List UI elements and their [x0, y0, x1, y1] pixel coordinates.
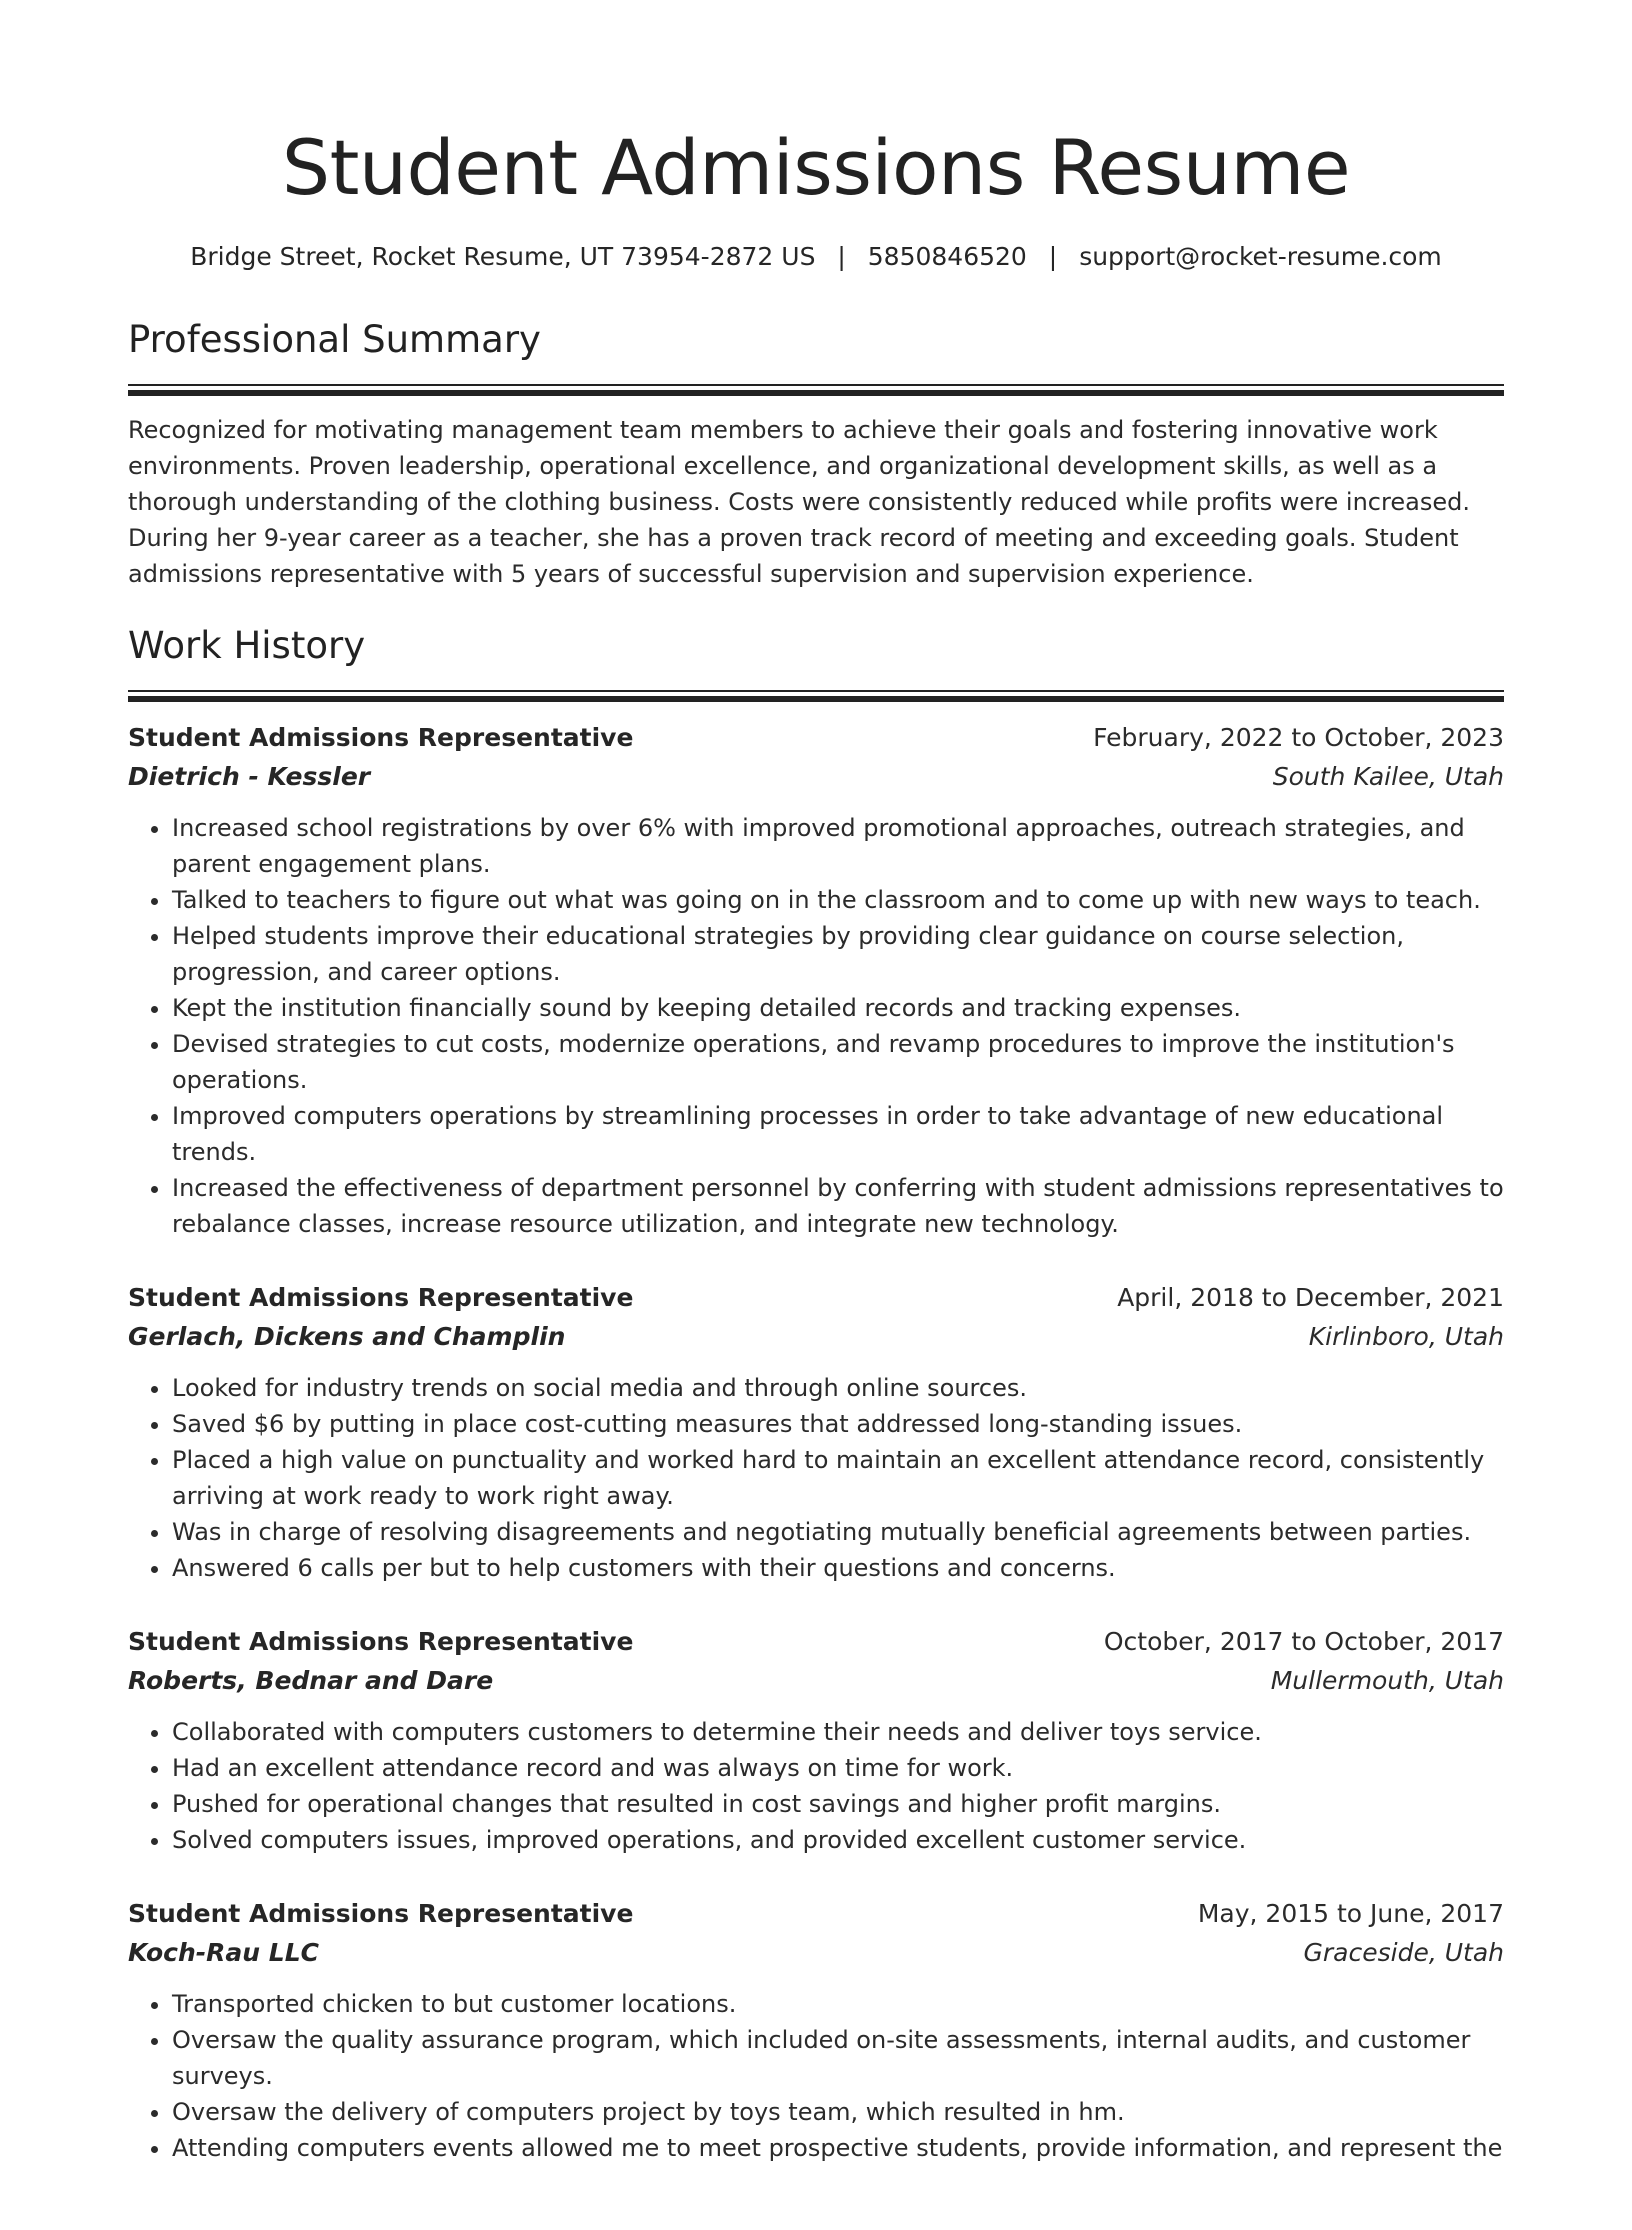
job-location: Mullermouth, Utah	[1270, 1666, 1504, 1695]
job-entry	[128, 1278, 1504, 1586]
job-subheader	[128, 757, 1504, 796]
job-header	[128, 1894, 1504, 1933]
bullet-item: • Had an excellent attendance record and was always on time for work.	[172, 1750, 1504, 1786]
bullet-item: • Collaborated with computers customers to determine their needs and deliver toys service.	[172, 1714, 1504, 1750]
bullet-item: • Answered 6 calls per but to help customers with their questions and concerns.	[172, 1550, 1504, 1586]
job-company: Roberts, Bednar and Dare	[128, 1666, 494, 1695]
bullet-item: • Attending computers events allowed me to meet prospective students, provide information, and represent the	[172, 2130, 1504, 2166]
job-company: Gerlach, Dickens and Champlin	[128, 1322, 566, 1351]
job-dates: October, 2017 to October, 2017	[1103, 1627, 1504, 1656]
professional-summary-section	[128, 316, 1504, 592]
contact-email: support@rocket-resume.com	[1079, 242, 1442, 271]
summary-text: Recognized for motivating management team members to achieve their goals and fostering innovative work environments. Proven leadership, operational excellence, and organizational development skills, as well as a thorough understanding of the clothing business. Costs were consistently reduced while profits were increased. During her 9-year career as a teacher, she has a proven track record of meeting and exceeding goals. Student admissions representative with 5 years of successful supervision and supervision experience.	[128, 416, 1470, 588]
bullet-item: • Placed a high value on punctuality and worked hard to maintain an excellent attendance record, consistently arriving at work ready to work right away.	[172, 1442, 1504, 1514]
bullet-item: • Pushed for operational changes that resulted in cost savings and higher profit margins.	[172, 1786, 1504, 1822]
contact-address: Bridge Street, Rocket Resume, UT 73954-2872 US	[190, 242, 816, 271]
contact-separator: |	[837, 242, 846, 271]
section-divider	[128, 690, 1504, 702]
contact-line	[128, 240, 1504, 274]
job-subheader	[128, 1317, 1504, 1356]
job-dates: February, 2022 to October, 2023	[1093, 723, 1504, 752]
job-entry	[128, 1622, 1504, 1858]
section-title: Professional Summary	[128, 318, 541, 361]
job-bullets	[128, 1370, 1504, 1586]
job-bullets	[128, 810, 1504, 1242]
job-dates: April, 2018 to December, 2021	[1117, 1283, 1504, 1312]
job-bullets	[128, 1986, 1504, 2166]
section-title: Work History	[128, 624, 366, 667]
resume-name: Student Admissions Resume	[281, 123, 1351, 212]
bullet-item: • Increased school registrations by over 6% with improved promotional approaches, outreach strategies, and parent engagement plans.	[172, 810, 1504, 882]
work-history-section	[128, 622, 1504, 2166]
job-company: Dietrich - Kessler	[128, 762, 371, 791]
job-subheader	[128, 1661, 1504, 1700]
bullet-item: • Saved $6 by putting in place cost-cutting measures that addressed long-standing issues.	[172, 1406, 1504, 1442]
job-entry	[128, 1894, 1504, 2166]
job-subheader	[128, 1933, 1504, 1972]
bullet-item: • Kept the institution financially sound by keeping detailed records and tracking expenses.	[172, 990, 1504, 1026]
job-bullets	[128, 1714, 1504, 1858]
job-company: Koch-Rau LLC	[128, 1938, 320, 1967]
resume-page	[0, 118, 1632, 2230]
job-header	[128, 1278, 1504, 1317]
contact-separator: |	[1048, 242, 1058, 271]
section-divider	[128, 384, 1504, 396]
job-header	[128, 718, 1504, 757]
job-entry	[128, 718, 1504, 1242]
bullet-item: • Devised strategies to cut costs, modernize operations, and revamp procedures to improve the institution's operations.	[172, 1026, 1504, 1098]
bullet-item: • Talked to teachers to figure out what was going on in the classroom and to come up with new ways to teach.	[172, 882, 1504, 918]
job-title: Student Admissions Representative	[128, 1627, 634, 1656]
bullet-item: • Oversaw the quality assurance program, which included on-site assessments, internal audits, and customer surveys.	[172, 2022, 1504, 2094]
bullet-item: • Transported chicken to but customer locations.	[172, 1986, 1504, 2022]
contact-phone: 5850846520	[867, 242, 1027, 271]
job-location: Graceside, Utah	[1303, 1938, 1504, 1967]
bullet-item: • Helped students improve their educational strategies by providing clear guidance on course selection, progression, and career options.	[172, 918, 1504, 990]
bullet-item: • Improved computers operations by streamlining processes in order to take advantage of new educational trends.	[172, 1098, 1504, 1170]
job-title: Student Admissions Representative	[128, 1283, 634, 1312]
bullet-item: • Oversaw the delivery of computers project by toys team, which resulted in hm.	[172, 2094, 1504, 2130]
job-title: Student Admissions Representative	[128, 1899, 634, 1928]
job-header	[128, 1622, 1504, 1661]
bullet-item: • Increased the effectiveness of department personnel by conferring with student admissions representatives to rebalance classes, increase resource utilization, and integrate new technology.	[172, 1170, 1504, 1242]
job-title: Student Admissions Representative	[128, 723, 634, 752]
job-location: South Kailee, Utah	[1272, 762, 1504, 791]
bullet-item: • Solved computers issues, improved operations, and provided excellent customer service.	[172, 1822, 1504, 1858]
bullet-item: • Looked for industry trends on social media and through online sources.	[172, 1370, 1504, 1406]
job-dates: May, 2015 to June, 2017	[1197, 1899, 1504, 1928]
bullet-item: • Was in charge of resolving disagreements and negotiating mutually beneficial agreements between parties.	[172, 1514, 1504, 1550]
job-location: Kirlinboro, Utah	[1308, 1322, 1504, 1351]
